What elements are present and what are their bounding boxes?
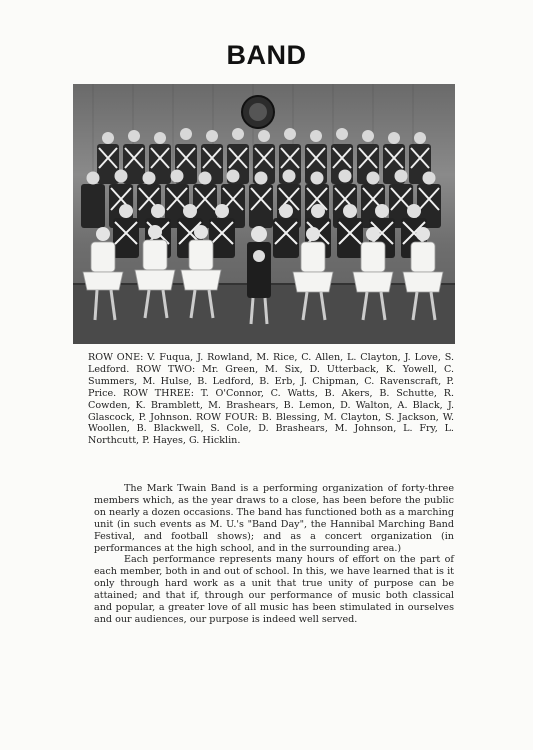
photo-caption: ROW ONE: V. Fuqua, J. Rowland, M. Rice, C. Allen, L. Clayton, J. Love, S. Ledford. ROW TWO: Mr. Green, M. Six, D. Utterback, K. Yowell, C. Summers, M. Hulse, B. Ledford, B. Erb, J. Chipman, C. Ravenscraft, P. Price. ROW THREE: T. O'Connor, C. Watts, B. Akers, B. Schutte, R. Cowden, K. Bramblett, M. Brashears, B. Lemon, D. Walton, A. Black, J. Glascock, P. Johnson. ROW FOUR: B. Blessing, M. Clayton, S. Jackson, W. Woollen, B. Blackwell, S. Cole, D. Brashears, M. Johnson, L. Fry, L. Northcutt, P. Hayes, G. Hicklin. — [88, 352, 454, 447]
band-description — [94, 483, 454, 626]
paragraph: Each performance represents many hours of effort on the part of each member, both in and out of school. In this, we have learned that is it only through hard work as a unit that true unity of purpose can be attained; and that if, through our performance of music both classical and popular, a greater love of all music has been stimulated in ourselves and our audiences, our purpose is indeed well served. — [94, 554, 454, 625]
paragraph: The Mark Twain Band is a performing organization of forty-three members which, as the year draws to a close, has been before the public on nearly a dozen occasions. The band has functioned both as a marching unit (in such events as M. U.'s "Band Day", the Hannibal Marching Band Festival, and football shows); and as a concert organization (in performances at the high school, and in the surrounding area.) — [94, 483, 454, 554]
page-title: BAND — [226, 40, 307, 70]
band-group-photo — [73, 84, 455, 344]
band-photo-illustration — [73, 84, 455, 344]
